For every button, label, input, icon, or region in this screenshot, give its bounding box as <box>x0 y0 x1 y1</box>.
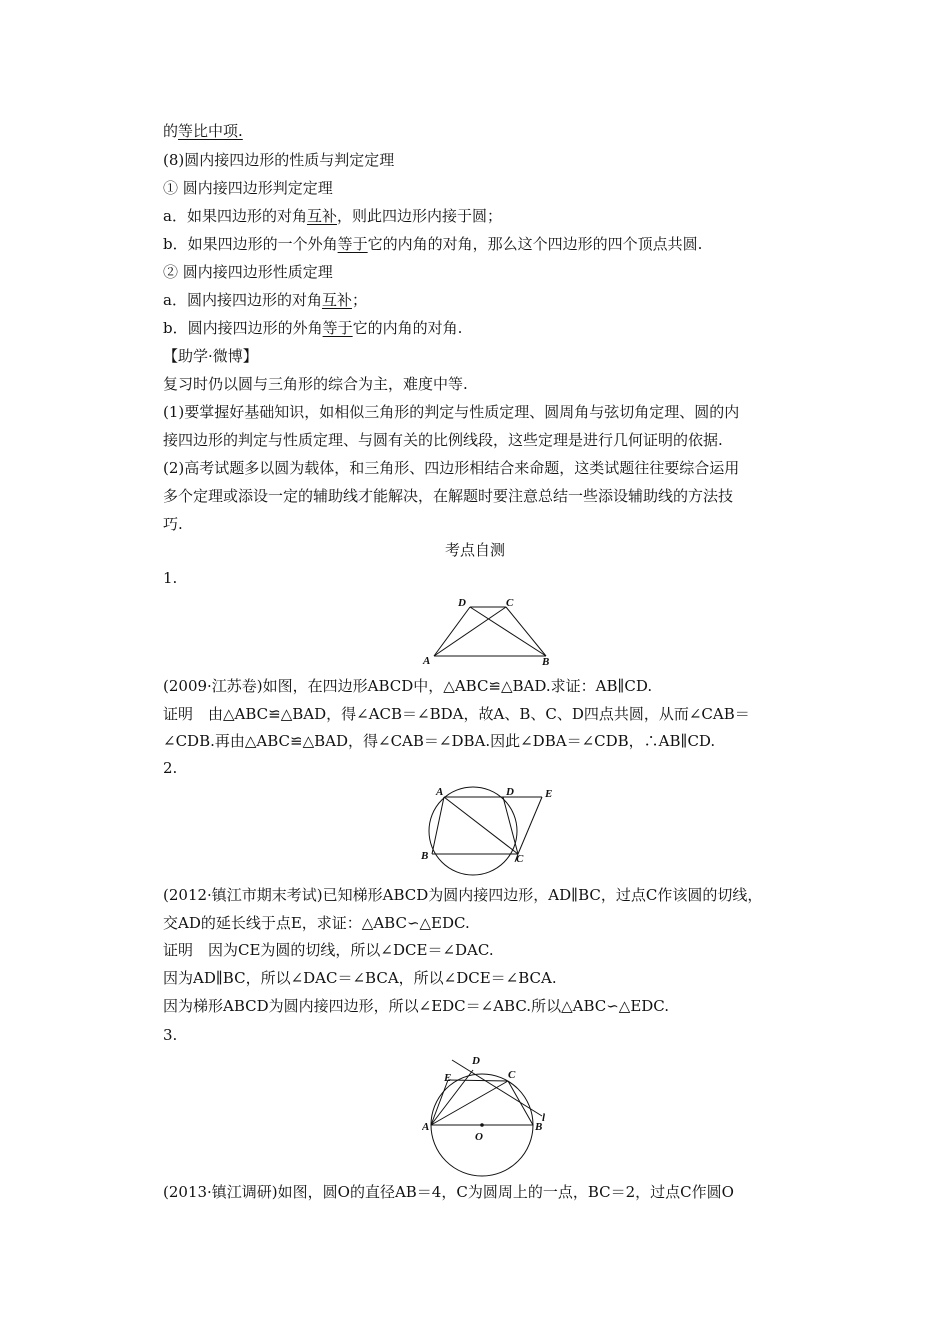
label-D: D <box>506 786 514 798</box>
question-stem: (2012·镇江市期末考试)已知梯形ABCD为圆内接四边形，AD∥BC，过点C作该圆的切线， <box>163 886 763 904</box>
text-line: a．如果四边形的对角互补，则此四边形内接于圆； <box>163 207 502 225</box>
label-A: A <box>422 1121 430 1133</box>
label-A: A <box>423 655 431 667</box>
label-O: O <box>475 1131 483 1143</box>
subsection-title: ① 圆内接四边形判定定理 <box>163 179 333 197</box>
label-B: B <box>421 850 429 862</box>
text-line: 多个定理或添设一定的辅助线才能解决，在解题时要注意总结一些添设辅助线的方法技 <box>163 487 734 505</box>
section-title: 考点自测 <box>444 541 505 559</box>
label-E: E <box>545 788 553 800</box>
text-line: 巧. <box>163 515 183 533</box>
question-number: 3. <box>163 1026 178 1044</box>
question-number: 1. <box>163 569 178 587</box>
proof-line: 因为AD∥BC，所以∠DAC＝∠BCA，所以∠DCE＝∠BCA. <box>163 969 557 987</box>
text-line: 接四边形的判定与性质定理、与圆有关的比例线段，这些定理是进行几何证明的依据. <box>163 431 723 449</box>
label-C: C <box>506 597 514 609</box>
proof-line: ∠CDB.再由△ABC≌△BAD，得∠CAB＝∠DBA.因此∠DBA＝∠CDB，∴AB∥CD. <box>163 732 716 750</box>
label-B: B <box>535 1121 543 1133</box>
proof-line: 证明 由△ABC≌△BAD，得∠ACB＝∠BDA，故A、B、C、D四点共圆，从而∠CAB＝ <box>163 705 750 723</box>
text-line: b．如果四边形的一个外角等于它的内角的对角，那么这个四边形的四个顶点共圆. <box>163 235 703 253</box>
label-C: C <box>508 1069 516 1081</box>
text-line: (1)要掌握好基础知识，如相似三角形的判定与性质定理、圆周角与弦切角定理、圆的内 <box>163 403 740 421</box>
figure-trapezoid-1 <box>420 596 560 668</box>
proof-line: 证明 因为CE为圆的切线，所以∠DCE＝∠DAC. <box>163 941 494 959</box>
question-stem: 交AD的延长线于点E，求证：△ABC∽△EDC. <box>163 914 470 932</box>
text-line: 的等比中项. <box>163 122 243 140</box>
label-l: l <box>542 1112 546 1124</box>
weibo-title: 【助学·微博】 <box>163 347 258 365</box>
question-stem: (2009·江苏卷)如图，在四边形ABCD中，△ABC≌△BAD.求证：AB∥CD. <box>163 677 653 695</box>
figure-circle-trapezoid <box>418 784 558 878</box>
text-line: b．圆内接四边形的外角等于它的内角的对角. <box>163 319 463 337</box>
label-E: E <box>444 1072 452 1084</box>
question-number: 2. <box>163 759 178 777</box>
label-A: A <box>436 786 444 798</box>
question-stem: (2013·镇江调研)如图，圆O的直径AB＝4，C为圆周上的一点，BC＝2，过点C作圆O <box>163 1183 734 1201</box>
text-line: 复习时仍以圆与三角形的综合为主，难度中等. <box>163 375 468 393</box>
subsection-title: (8)圆内接四边形的性质与判定定理 <box>163 151 395 169</box>
subsection-title: ② 圆内接四边形性质定理 <box>163 263 333 281</box>
label-C: C <box>516 853 524 865</box>
text-line: a．圆内接四边形的对角互补； <box>163 291 367 309</box>
figure-circle-diameter <box>422 1050 562 1178</box>
text-line: (2)高考试题多以圆为载体，和三角形、四边形相结合来命题，这类试题往往要综合运用 <box>163 459 740 477</box>
label-D: D <box>458 597 466 609</box>
label-D: D <box>472 1055 480 1067</box>
label-B: B <box>542 656 550 668</box>
proof-line: 因为梯形ABCD为圆内接四边形，所以∠EDC＝∠ABC.所以△ABC∽△EDC. <box>163 997 670 1015</box>
